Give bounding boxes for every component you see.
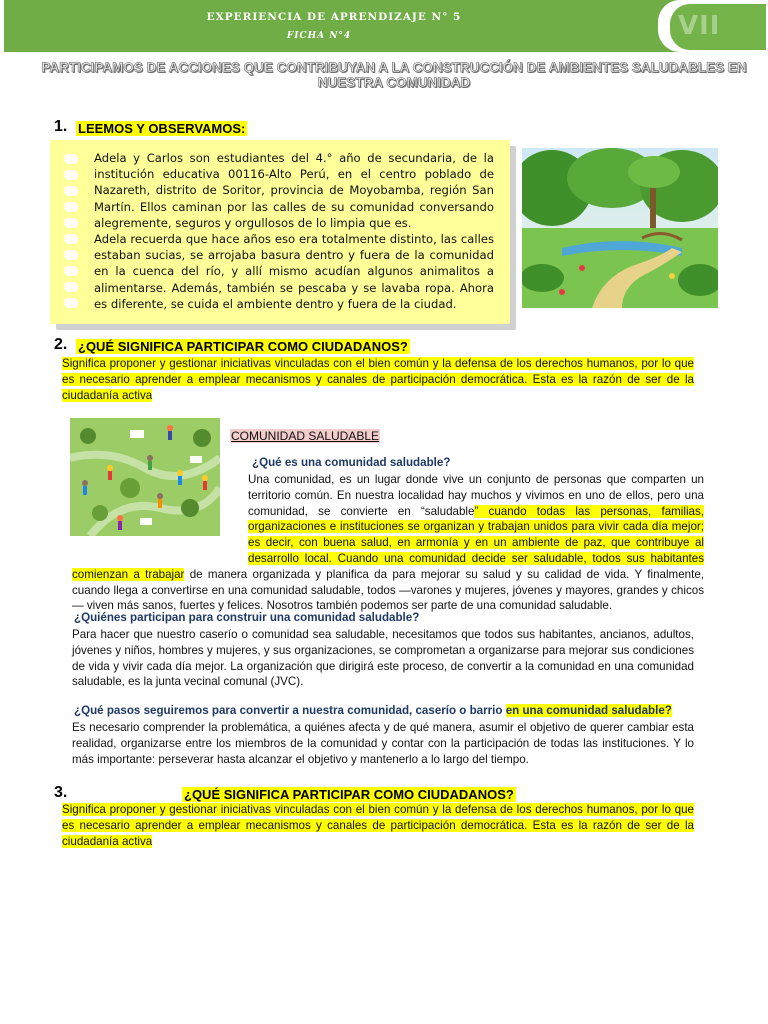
- community-definition-part-1: Una comunidad, es un lugar donde vive un conjunto de personas que comparten un territorio común. En nuestra localidad hay muchos y vivimos en uno de ellos, pero una comunidad, se convierte en “saludable: [248, 473, 704, 518]
- section-2-definition: Significa proponer y gestionar iniciativas vinculadas con el bien común y la defensa de los derechos humanos, por lo que es necesario aprender a emplear mecanismos y canales de participación democrática. Esta es la razón de ser de la ciudadanía activa: [62, 357, 694, 402]
- section-2-title: ¿QUÉ SIGNIFICA PARTICIPAR COMO CIUDADANOS?: [78, 339, 408, 354]
- story-paragraph-2: Adela recuerda que hace años eso era totalmente distinto, las calles estaban sucias, se arrojaba basura dentro y fuera de la comunidad en la cuenca del río, y allí mismo acudían algunos animalitos a alimentarse. Además, también se pescaba y se lavaba ropa. Ahora es diferente, se cuida el ambiente dentro y fuera de la ciudad.: [94, 232, 494, 311]
- question-steps-highlight: en una comunidad saludable?: [505, 704, 672, 717]
- section-1-title: LEEMOS Y OBSERVAMOS:: [78, 121, 246, 136]
- question-what-is-healthy-community: ¿Qué es una comunidad saludable?: [252, 456, 451, 469]
- image-float-spacer: [72, 472, 248, 552]
- section-3-title: ¿QUÉ SIGNIFICA PARTICIPAR COMO CIUDADANOS?: [184, 787, 514, 802]
- story-paragraph-1: Adela y Carlos son estudiantes del 4.° año de secundaria, de la institución educativa 00116-Alto Perú, en el centro poblado de Nazareth, distrito de Soritor, provincia de Moyobamba, región San Martín. Ellos caminan por las calles de su comunidad conversando alegremente, seguros y orgullosos de lo limpia que es.: [94, 151, 494, 230]
- page-title: PARTICIPAMOS DE ACCIONES QUE CONTRIBUYAN A LA CONSTRUCCIÓN DE AMBIENTES SALUDABLES EN NUESTRA COMUNIDAD: [41, 60, 747, 90]
- section-3-number: 3.: [54, 784, 68, 801]
- header-banner: [4, 0, 768, 52]
- community-definition-part-2: de manera organizada y planifica da para mejorar su salud y su calidad de vida. Y finalmente, cuando llega a convertirse en una comunidad saludable, todos —varones y mujeres, jóvenes y mayores, grandes y chicos— viven más sanos, fuertes y felices. Nosotros también podemos ser parte de una comunidad saludable.: [72, 567, 704, 613]
- park-landscape-image: [522, 148, 718, 308]
- who-participates-paragraph: Para hacer que nuestro caserío o comunidad sea saludable, necesitamos que todos sus habitantes, ancianos, adultos, jóvenes y niños, hombres y mujeres, y sus organizaciones, se comprometan a organizarse para mejorar sus condiciones de vida y vivir cada día mejor. La organización que dirigirá este proceso, de convertir a la comunidad en una comunidad saludable, es la junta vecinal comunal (JVC).: [72, 628, 694, 689]
- community-section-title: COMUNIDAD SALUDABLE: [231, 429, 380, 443]
- section-2-text: [62, 356, 694, 403]
- question-steps: [74, 704, 672, 717]
- grade-label: VII: [678, 11, 721, 41]
- header-bar: [4, 0, 764, 52]
- section-1-number: 1.: [54, 118, 68, 135]
- question-steps-part-1: ¿Qué pasos seguiremos para convertir a nuestra comunidad, caserío o barrio: [74, 704, 506, 717]
- section-3-definition: Significa proponer y gestionar iniciativas vinculadas con el bien común y la defensa de los derechos humanos, por lo que es necesario aprender a emplear mecanismos y canales de participación democrática. Esta es la razón de ser de la ciudadanía activa: [62, 803, 694, 848]
- community-definition-highlight: ” cuando todas las personas, familias, organizaciones e instituciones se organizan y trabajan unidos para vivir cada día mejor; es decir, con buena salud, en armonía y en un ambiente de paz, que contribuye al desarrollo local. Cuando una comunidad decide ser saludable, todos sus habitantes comienzan a trabajar: [72, 504, 704, 581]
- story-text: [94, 150, 494, 312]
- question-who-participates: ¿Quiénes participan para construir una comunidad saludable?: [74, 611, 420, 624]
- section-2-number: 2.: [54, 336, 68, 353]
- section-3-text: [62, 802, 694, 849]
- worksheet-number: FICHA N°4: [286, 31, 352, 41]
- experience-title: EXPERIENCIA DE APRENDIZAJE N° 5: [206, 11, 462, 23]
- story-box-decoration: [64, 154, 80, 314]
- steps-paragraph: Es necesario comprender la problemática, a quiénes afecta y de qué manera, asumir el objetivo de querer cambiar esta realidad, organizarse entre los miembros de la comunidad y contar con la participación de todas las instituciones. Y lo más importante: perseverar hasta alcanzar el objetivo y mantenerlo a lo largo del tiempo.: [72, 721, 694, 766]
- community-definition-paragraph: [72, 472, 704, 614]
